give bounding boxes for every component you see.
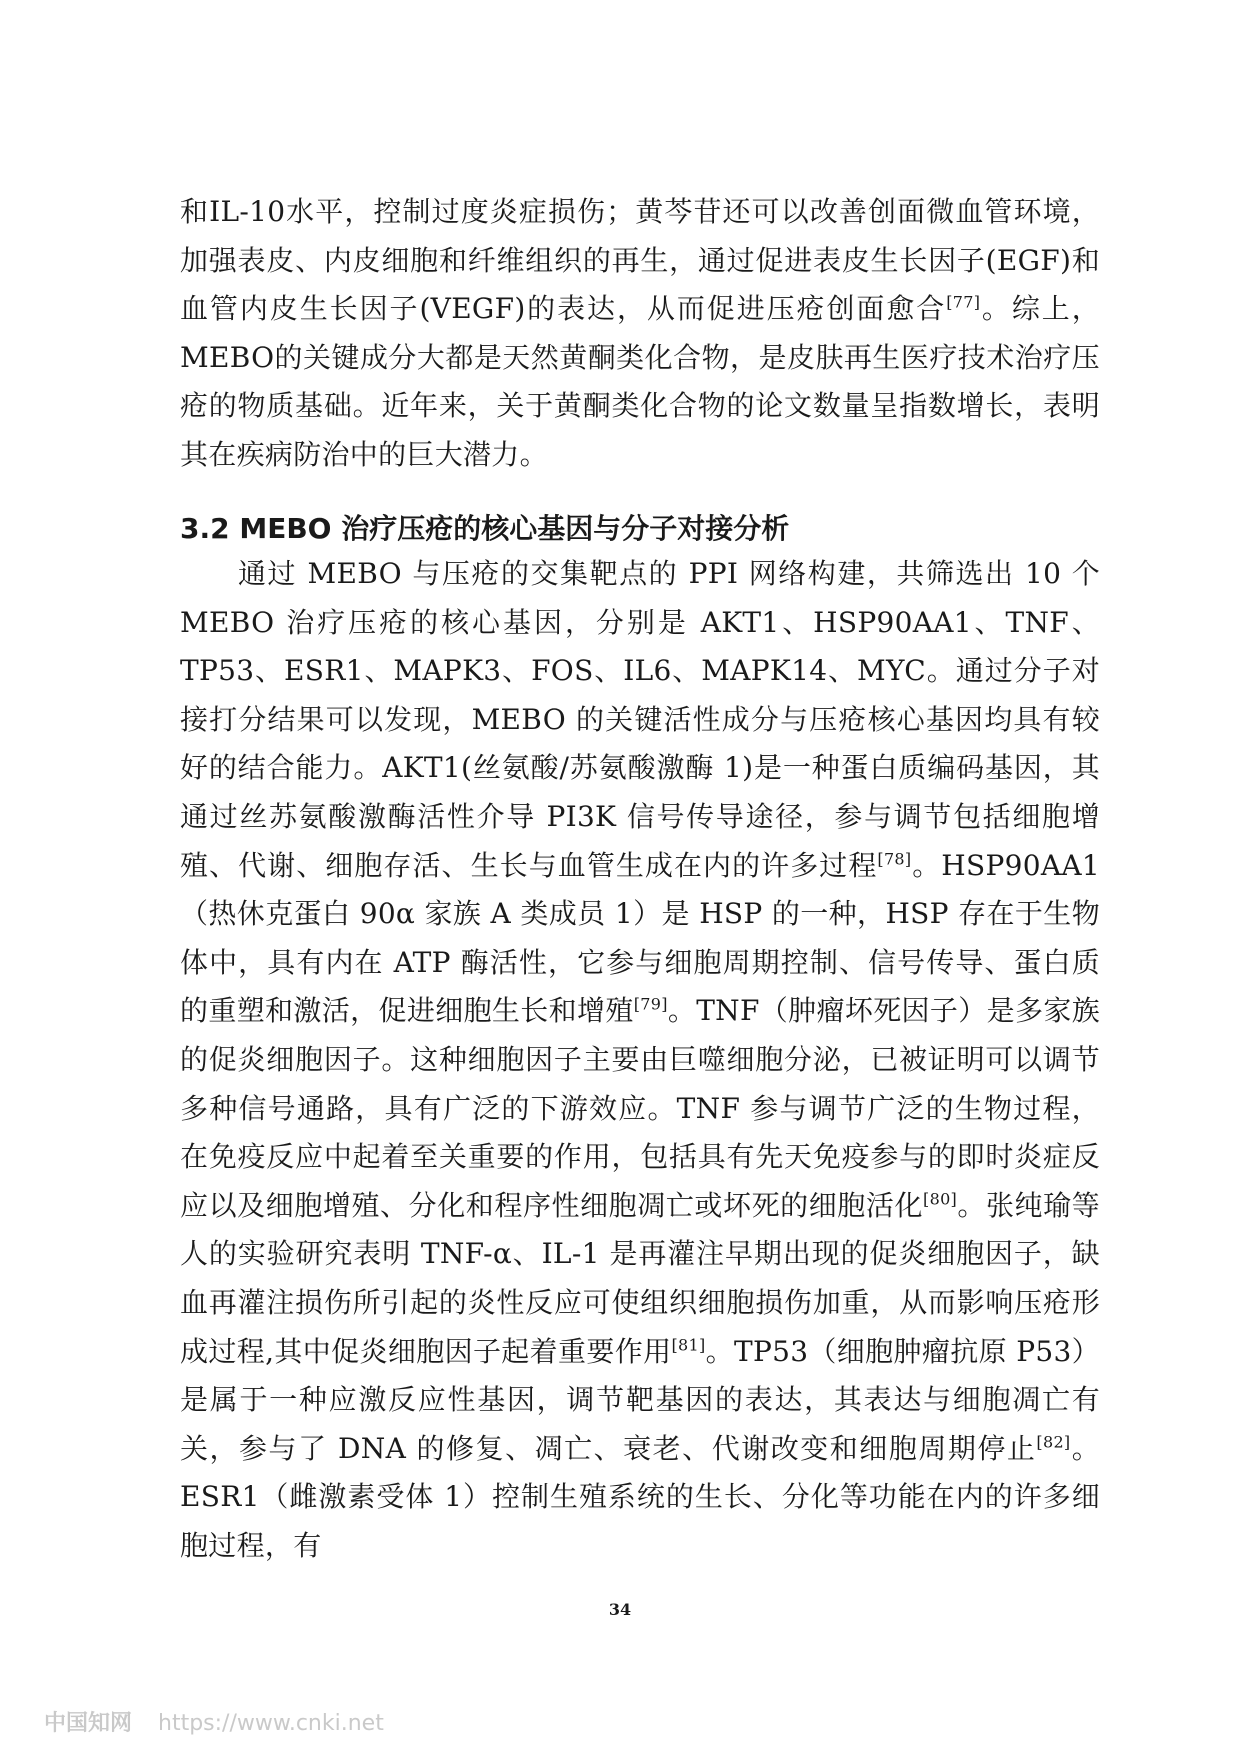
citation-ref-77[interactable]: [77] <box>946 292 981 312</box>
watermark-url: https://www.cnki.net <box>158 1711 384 1736</box>
paragraph-text: 。张纯瑜等人的实验研究表明 TNF-α、IL-1 是再灌注早期出现的促炎细胞因子，缺血再灌注损伤所引起的炎性反应可使组织细胞损伤加重，从而影响压疮形成过程,其中促炎细胞因子起着重要作用 <box>180 1188 1100 1368</box>
citation-ref-79[interactable]: [79] <box>633 995 668 1015</box>
page-number: 34 <box>608 1600 632 1619</box>
citation-ref-81[interactable]: [81] <box>671 1335 706 1355</box>
citation-ref-82[interactable]: [82] <box>1036 1432 1071 1452</box>
paragraph-text: 和IL-10水平，控制过度炎症损伤；黄芩苷还可以改善创面微血管环境，加强表皮、内皮细胞和纤维组织的再生，通过促进表皮生长因子(EGF)和血管内皮生长因子(VEGF)的表达，从而促进压疮创面愈合 <box>180 195 1100 326</box>
body-paragraph-2 <box>180 550 1100 1570</box>
paragraph-text: 。综上，MEBO的关键成分大都是天然黄酮类化合物，是皮肤再生医疗技术治疗压疮的物质基础。近年来，关于黄酮类化合物的论文数量呈指数增长，表明其在疾病防治中的巨大潜力。 <box>180 292 1100 471</box>
body-paragraph-1 <box>180 188 1100 480</box>
section-heading: 3.2 MEBO 治疗压疮的核心基因与分子对接分析 <box>180 512 790 545</box>
cnki-watermark <box>44 1706 384 1737</box>
citation-ref-80[interactable]: [80] <box>923 1189 958 1209</box>
paragraph-text: 。TNF（肿瘤坏死因子）是多家族的促炎细胞因子。这种细胞因子主要由巨噬细胞分泌，已被证明可以调节多种信号通路，具有广泛的下游效应。TNF 参与调节广泛的生物过程，在免疫反应中起着至关重要的作用，包括具有先天免疫参与的即时炎症反应以及细胞增殖、分化和程序性细胞凋亡或坏死的细胞活化 <box>180 994 1100 1222</box>
paragraph-text: 。HSP90AA1（热休克蛋白 90α 家族 A 类成员 1）是 HSP 的一种，HSP 存在于生物体中，具有内在 ATP 酶活性，它参与细胞周期控制、信号传导、蛋白质的重塑和激活，促进细胞生长和增殖 <box>180 848 1100 1028</box>
paragraph-text: 通过 MEBO 与压疮的交集靶点的 PPI 网络构建，共筛选出 10 个 MEBO 治疗压疮的核心基因，分别是 AKT1、HSP90AA1、TNF、TP53、ESR1、MAPK3、FOS、IL6、MAPK14、MYC。通过分子对接打分结果可以发现，MEBO 的关键活性成分与压疮核心基因均具有较好的结合能力。AKT1(丝氨酸/苏氨酸激酶 1)是一种蛋白质编码基因，其通过丝苏氨酸激酶活性介导 PI3K 信号传导途径，参与调节包括细胞增殖、代谢、细胞存活、生长与血管生成在内的许多过程 <box>180 557 1100 882</box>
watermark-brand: 中国知网 <box>44 1711 133 1736</box>
citation-ref-78[interactable]: [78] <box>877 849 912 869</box>
paragraph-text: 。TP53（细胞肿瘤抗原 P53）是属于一种应激反应性基因，调节靶基因的表达，其表达与细胞凋亡有关，参与了 DNA 的修复、凋亡、衰老、代谢改变和细胞周期停止 <box>180 1334 1100 1465</box>
paragraph-text: 。ESR1（雌激素受体 1）控制生殖系统的生长、分化等功能在内的许多细胞过程，有 <box>180 1431 1100 1562</box>
